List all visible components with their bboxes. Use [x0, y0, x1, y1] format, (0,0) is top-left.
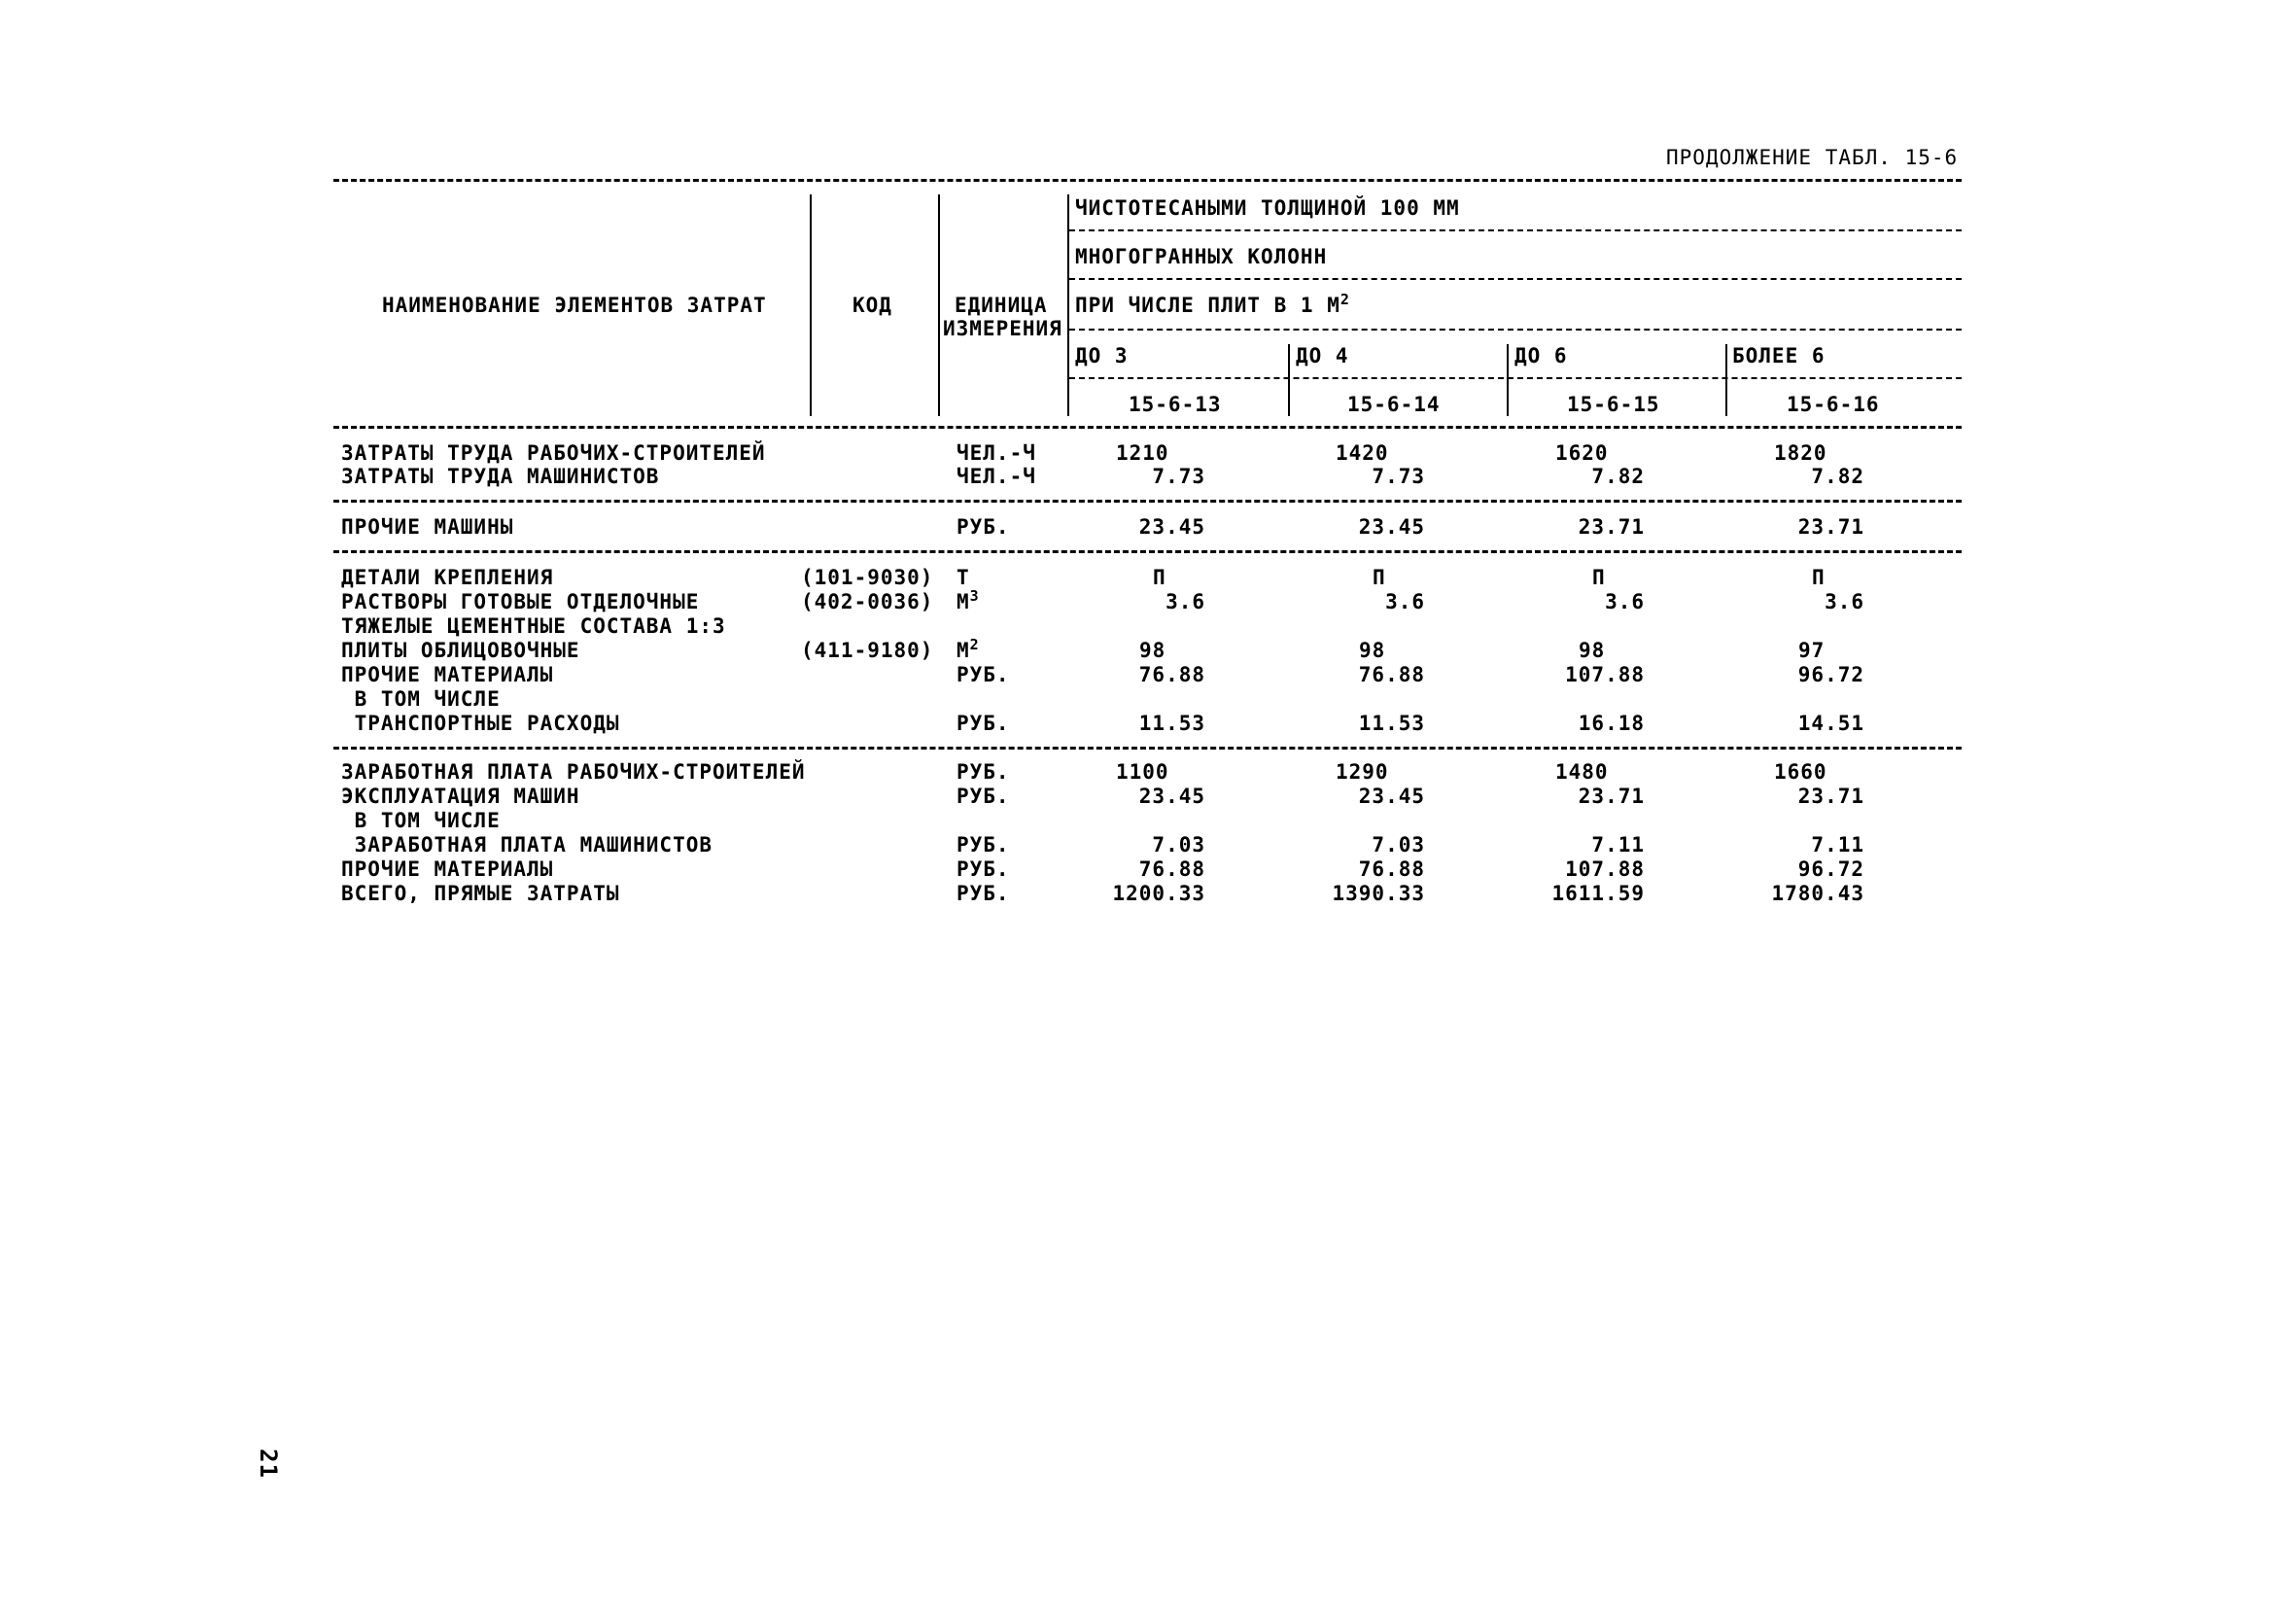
row-value: 7.11	[1591, 833, 1645, 856]
row-value: 7.11	[1811, 833, 1864, 856]
header-level3-superscript: 2	[1339, 291, 1350, 308]
row-value: П	[1153, 566, 1166, 589]
column-code-1: 15-6-13	[1129, 393, 1222, 416]
header-code-column: КОД	[852, 294, 892, 317]
header-name-column: НАИМЕНОВАНИЕ ЭЛЕМЕНТОВ ЗАТРАТ	[382, 294, 767, 317]
row-name: В ТОМ ЧИСЛЕ	[341, 809, 501, 832]
row-value: 97	[1798, 639, 1826, 662]
row-value: 7.82	[1811, 465, 1864, 488]
row-name: ДЕТАЛИ КРЕПЛЕНИЯ	[341, 566, 554, 589]
row-value: П	[1592, 566, 1606, 589]
row-value: 98	[1359, 639, 1386, 662]
row-value: 1620	[1555, 441, 1609, 465]
row-value: 7.73	[1372, 465, 1425, 488]
row-value: 23.45	[1138, 515, 1205, 539]
subcolumn-separator-1	[1288, 344, 1290, 416]
row-unit: РУБ.	[957, 712, 1010, 735]
row-value: 1420	[1336, 441, 1389, 465]
row-value: 11.53	[1358, 712, 1425, 735]
row-value: 96.72	[1797, 663, 1864, 686]
row-unit-text: М	[957, 639, 970, 662]
column-code-4: 15-6-16	[1787, 393, 1880, 416]
column-code-3: 15-6-15	[1567, 393, 1660, 416]
subcolumn-label-3: ДО 6	[1514, 344, 1568, 367]
row-value: 1660	[1774, 760, 1827, 784]
row-value: 7.03	[1152, 833, 1205, 856]
row-value: 1210	[1116, 441, 1169, 465]
row-value: 23.45	[1138, 785, 1205, 808]
row-unit: РУБ.	[957, 515, 1010, 539]
row-unit: РУБ.	[957, 882, 1010, 905]
row-value: 14.51	[1797, 712, 1864, 735]
row-name: ПРОЧИЕ МАТЕРИАЛЫ	[341, 663, 554, 686]
row-name: ЗАРАБОТНАЯ ПЛАТА РАБОЧИХ-СТРОИТЕЛЕЙ	[341, 760, 806, 784]
row-value: 76.88	[1358, 857, 1425, 881]
continuation-caption: ПРОДОЛЖЕНИЕ ТАБЛ. 15-6	[1666, 146, 1959, 169]
row-value: 1100	[1116, 760, 1169, 784]
table-top-rule	[333, 179, 1962, 182]
row-value: 107.88	[1565, 663, 1645, 686]
row-value: 76.88	[1138, 857, 1205, 881]
header-separator-unit	[1067, 194, 1069, 416]
row-name: РАСТВОРЫ ГОТОВЫЕ ОТДЕЛОЧНЫЕ	[341, 590, 700, 613]
row-name: ПРОЧИЕ МАТЕРИАЛЫ	[341, 857, 554, 881]
row-value: 107.88	[1565, 857, 1645, 881]
row-unit	[957, 587, 980, 613]
row-value: 7.73	[1152, 465, 1205, 488]
row-value: 23.45	[1358, 785, 1425, 808]
row-value: 7.03	[1372, 833, 1425, 856]
row-value: 1780.43	[1771, 882, 1864, 905]
row-value: 23.71	[1578, 515, 1645, 539]
header-rule-4	[1069, 377, 1962, 379]
row-value: 98	[1579, 639, 1606, 662]
header-bottom-rule	[333, 426, 1962, 429]
row-name: ПЛИТЫ ОБЛИЦОВОЧНЫЕ	[341, 639, 580, 662]
row-value: 98	[1139, 639, 1166, 662]
row-value: 1480	[1555, 760, 1609, 784]
row-value: 1390.33	[1332, 882, 1425, 905]
row-name: ТЯЖЕЛЫЕ ЦЕМЕНТНЫЕ СОСТАВА 1:3	[341, 614, 726, 638]
row-unit-superscript: 2	[969, 636, 980, 653]
row-unit: РУБ.	[957, 760, 1010, 784]
row-value: 7.82	[1591, 465, 1645, 488]
header-unit-column-line1: ЕДИНИЦА	[955, 294, 1048, 317]
header-rule-2	[1069, 278, 1962, 280]
group-rule-2	[333, 550, 1962, 553]
row-name: ЗАРАБОТНАЯ ПЛАТА МАШИНИСТОВ	[341, 833, 713, 856]
row-value: 11.53	[1138, 712, 1205, 735]
row-value: 3.6	[1385, 590, 1425, 613]
row-value: 3.6	[1605, 590, 1645, 613]
subcolumn-separator-2	[1507, 344, 1509, 416]
subcolumn-label-2: ДО 4	[1296, 344, 1349, 367]
row-value: 23.71	[1797, 785, 1864, 808]
row-value: 3.6	[1825, 590, 1864, 613]
column-code-2: 15-6-14	[1347, 393, 1441, 416]
header-level3-text: ПРИ ЧИСЛЕ ПЛИТ В 1 М	[1075, 294, 1340, 317]
header-level1: ЧИСТОТЕСАНЫМИ ТОЛЩИНОЙ 100 ММ	[1075, 196, 1460, 220]
row-unit: ЧЕЛ.-Ч	[957, 465, 1036, 488]
page-number: 21	[255, 1449, 282, 1479]
row-unit: Т	[957, 566, 970, 589]
row-value: 3.6	[1165, 590, 1205, 613]
row-unit-superscript: 3	[969, 587, 980, 605]
row-value: 1200.33	[1112, 882, 1205, 905]
row-name: ЭКСПЛУАТАЦИЯ МАШИН	[341, 785, 580, 808]
row-value: 23.71	[1797, 515, 1864, 539]
row-value: 96.72	[1797, 857, 1864, 881]
row-name: ВСЕГО, ПРЯМЫЕ ЗАТРАТЫ	[341, 882, 620, 905]
group-rule-3	[333, 747, 1962, 750]
row-name: ПРОЧИЕ МАШИНЫ	[341, 515, 514, 539]
header-unit-column-line2: ИЗМЕРЕНИЯ	[943, 317, 1062, 340]
group-rule-1	[333, 500, 1962, 503]
row-code: (402-0036)	[801, 590, 934, 613]
row-unit-text: М	[957, 590, 970, 613]
row-unit: ЧЕЛ.-Ч	[957, 441, 1036, 465]
row-value: П	[1373, 566, 1386, 589]
row-value: 23.71	[1578, 785, 1645, 808]
row-value: 76.88	[1358, 663, 1425, 686]
row-unit	[957, 636, 980, 662]
header-separator-name	[810, 194, 812, 416]
subcolumn-separator-3	[1725, 344, 1727, 416]
row-value: П	[1812, 566, 1826, 589]
row-unit: РУБ.	[957, 833, 1010, 856]
subcolumn-label-1: ДО 3	[1075, 344, 1129, 367]
header-separator-code	[938, 194, 940, 416]
row-unit: РУБ.	[957, 785, 1010, 808]
header-level3	[1075, 291, 1350, 317]
row-name: ЗАТРАТЫ ТРУДА МАШИНИСТОВ	[341, 465, 660, 488]
header-level2: МНОГОГРАННЫХ КОЛОНН	[1075, 245, 1328, 268]
row-value: 16.18	[1578, 712, 1645, 735]
row-value: 1290	[1336, 760, 1389, 784]
row-code: (411-9180)	[801, 639, 934, 662]
row-name: ЗАТРАТЫ ТРУДА РАБОЧИХ-СТРОИТЕЛЕЙ	[341, 441, 766, 465]
header-rule-1	[1069, 229, 1962, 231]
row-name: ТРАНСПОРТНЫЕ РАСХОДЫ	[341, 712, 620, 735]
row-code: (101-9030)	[801, 566, 934, 589]
row-name: В ТОМ ЧИСЛЕ	[341, 687, 501, 711]
header-rule-3	[1069, 329, 1962, 331]
row-unit: РУБ.	[957, 663, 1010, 686]
row-value: 23.45	[1358, 515, 1425, 539]
subcolumn-label-4: БОЛЕЕ 6	[1732, 344, 1826, 367]
row-unit: РУБ.	[957, 857, 1010, 881]
row-value: 1820	[1774, 441, 1827, 465]
row-value: 1611.59	[1551, 882, 1645, 905]
row-value: 76.88	[1138, 663, 1205, 686]
